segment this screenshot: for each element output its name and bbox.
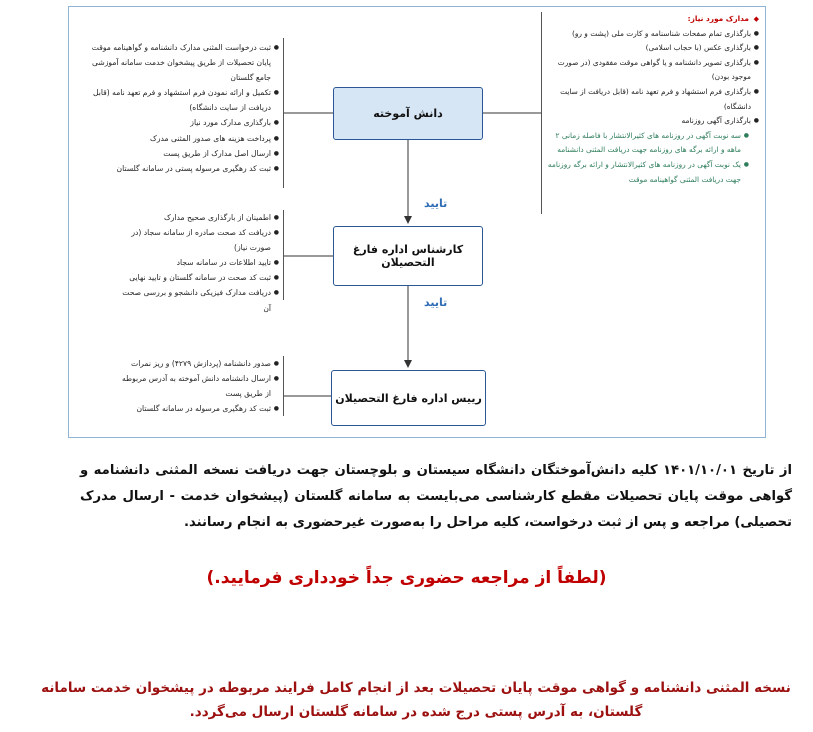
graduates-office-expert-box: کارشناس اداره فارغ التحصیلان xyxy=(333,226,483,286)
list-item: ● ثبت کد صحت در سامانه گلستان و تایید نهایی xyxy=(114,270,279,285)
list-item: ● بارگذاری تصویر دانشنامه و یا گواهی موقت مفقودی (در صورت موجود بودن) xyxy=(544,56,759,85)
expert-steps-list xyxy=(112,210,284,313)
list-sub-item: ● یک نوبت آگهی در روزنامه های کثیرالانتشار و ارائه برگه روزنامه جهت دریافت المثنی گواهینامه موقت xyxy=(544,158,759,187)
list-item: ● بارگذاری مدارک مورد نیاز xyxy=(88,115,279,130)
list-item: ● ارسال اصل مدارک از طریق پست xyxy=(88,146,279,161)
graduate-box: دانش آموخته xyxy=(333,87,483,140)
announcement-paragraph: از تاریخ ۱۴۰۱/۱۰/۰۱ کلیه دانش‌آموختگان دانشگاه سیستان و بلوچستان جهت دریافت نسخه المثنی دانشنامه و گواهی موقت پایان تحصیلات مقطع کارشناسی می‌بایست به سامانه گلستان (پیشخوان خدمت - ارسال مدرک تحصیلی) مراجعه و پس از ثبت درخواست، کلیه مراحل را به‌صورت غیرحضوری به انجام رسانند. xyxy=(80,463,793,530)
list-item: ● بارگذاری فرم استشهاد و فرم تعهد نامه (قابل دریافت از سایت دانشگاه) xyxy=(544,85,759,114)
approve-label-2: تایید xyxy=(424,296,448,309)
list-item: ● بارگذاری آگهی روزنامه xyxy=(544,114,759,129)
list-item: ● دریافت کد صحت صادره از سامانه سجاد (در صورت نیاز) xyxy=(114,225,279,255)
list-item: ● دریافت مدارک فیزیکی دانشجو و بررسی صحت آن xyxy=(114,285,279,315)
list-item: ● ارسال دانشنامه دانش آموخته به آدرس مربوطه از طریق پست xyxy=(114,371,279,401)
delivery-note: نسخه المثنی دانشنامه و گواهی موقت پایان تحصیلات بعد از انجام کامل فرایند مربوطه در پیشخوان خدمت سامانه گلستان، به آدرس پستی درج شده در سامانه گلستان ارسال می‌گردد. xyxy=(41,680,791,720)
list-item: ● تایید اطلاعات در سامانه سجاد xyxy=(114,255,279,270)
list-item: ● اطمینان از بارگذاری صحیح مدارک xyxy=(114,210,279,225)
list-item: ● ثبت کد رهگیری مرسوله پستی در سامانه گلستان xyxy=(88,161,279,176)
list-item: ● بارگذاری عکس (با حجاب اسلامی) xyxy=(544,41,759,56)
required-documents-list xyxy=(541,12,763,214)
list-item: ● ثبت درخواست المثنی مدارک دانشنامه و گواهینامه موقت پایان تحصیلات از طریق پیشخوان خدمت سامانه آموزشی جامع گلستان xyxy=(88,40,279,85)
list-item: ● تکمیل و ارائه نمودن فرم استشهاد و فرم تعهد نامه (قابل دریافت از سایت دانشگاه) xyxy=(88,85,279,115)
list-sub-item: ● سه نوبت آگهی در روزنامه های کثیرالانتشار با فاصله زمانی ۲ ماهه و ارائه برگه های روزنامه جهت دریافت المثنی دانشنامه xyxy=(544,129,759,158)
graduate-steps-list xyxy=(86,38,284,188)
approve-label-1: تایید xyxy=(424,197,448,210)
list-item: ● ثبت کد رهگیری مرسوله در سامانه گلستان xyxy=(114,401,279,416)
list-item: ● صدور دانشنامه (پردازش ۴۲۷۹) و ریز نمرات xyxy=(114,356,279,371)
graduates-office-head-box: رییس اداره فارغ التحصیلان xyxy=(331,370,486,426)
no-in-person-notice: (لطفاً از مراجعه حضوری جداً خودداری فرمایید.) xyxy=(206,568,607,588)
head-steps-list xyxy=(112,356,284,416)
list-item: ● بارگذاری تمام صفحات شناسنامه و کارت ملی (پشت و رو) xyxy=(544,27,759,42)
required-documents-title: ◆ مدارک مورد نیاز: xyxy=(544,12,759,27)
list-item: ● پرداخت هزینه های صدور المثنی مدرک xyxy=(88,131,279,146)
